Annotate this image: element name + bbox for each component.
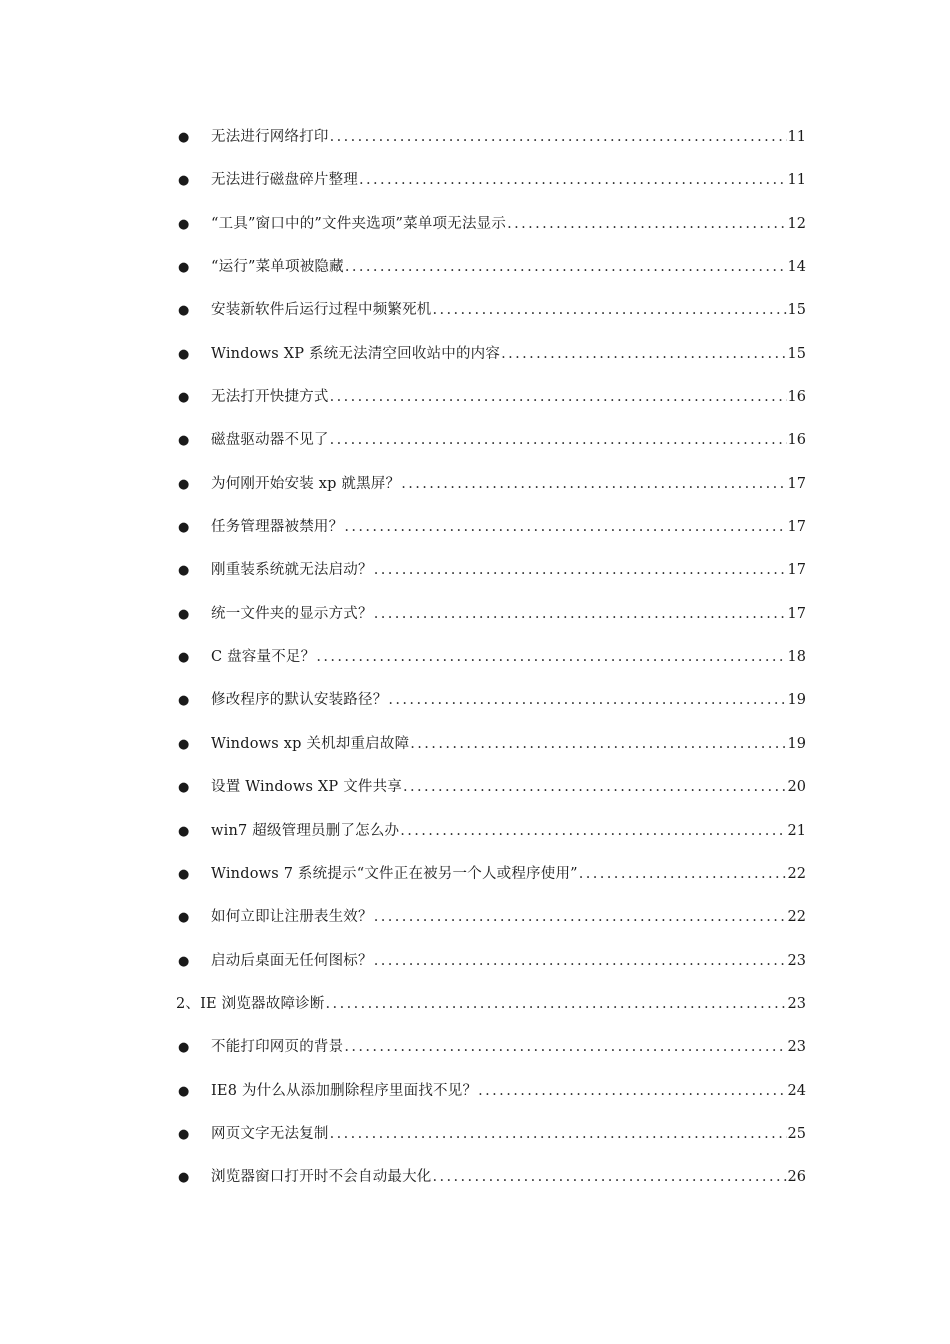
toc-entry-title: 启动后桌面无任何图标？ <box>211 952 373 969</box>
toc-entry[interactable] <box>176 853 806 896</box>
toc-page-number: 15 <box>787 345 806 362</box>
toc-page-number: 12 <box>787 215 806 232</box>
toc-entry[interactable] <box>176 1070 806 1113</box>
bullet-icon: ● <box>178 130 190 145</box>
toc-page-number: 19 <box>787 692 806 709</box>
toc-entry[interactable] <box>176 116 806 159</box>
dot-leader <box>326 983 787 1026</box>
dot-leader <box>345 246 787 289</box>
bullet-icon: ● <box>178 650 190 666</box>
dot-leader <box>344 1026 786 1069</box>
toc-page-number: 23 <box>787 952 806 969</box>
toc-entry-title: 无法打开快捷方式 <box>211 389 329 406</box>
dot-leader <box>403 766 787 809</box>
toc-entry-title: C 盘容量不足？ <box>211 649 316 666</box>
toc-entry-title: 无法进行磁盘碎片整理 <box>211 172 358 189</box>
bullet-icon: ● <box>178 1083 190 1099</box>
toc-entry-title: 安装新软件后运行过程中频繁死机 <box>211 302 432 319</box>
toc-page-number: 21 <box>787 822 806 839</box>
toc-page-number: 11 <box>787 129 806 145</box>
toc-page-number: 15 <box>787 302 806 319</box>
toc-entry-title: “工具”窗口中的”文件夹选项”菜单项无法显示 <box>211 215 507 232</box>
bullet-icon: ● <box>178 1170 190 1186</box>
dot-leader <box>344 506 786 549</box>
bullet-icon: ● <box>178 953 190 969</box>
dot-leader <box>330 376 787 419</box>
bullet-icon: ● <box>178 520 190 536</box>
toc-entry[interactable] <box>176 376 806 419</box>
dot-leader <box>374 896 787 939</box>
bullet-icon: ● <box>178 260 190 276</box>
toc-entry-title: 如何立即让注册表生效？ <box>211 909 373 926</box>
dot-leader <box>501 333 786 376</box>
toc-entry-title: 统一文件夹的显示方式？ <box>211 605 373 622</box>
bullet-icon: ● <box>178 866 190 882</box>
toc-page-number: 26 <box>787 1169 806 1186</box>
bullet-icon: ● <box>178 563 190 579</box>
toc-page-number: 25 <box>787 1125 806 1142</box>
toc-entry[interactable] <box>176 679 806 722</box>
toc-entry[interactable] <box>176 1156 806 1199</box>
toc-entry[interactable] <box>176 766 806 809</box>
toc-page-number: 22 <box>787 909 806 926</box>
toc-entry-title: Windows XP 系统无法清空回收站中的内容 <box>211 345 501 362</box>
toc-entry-title: 任务管理器被禁用？ <box>211 519 344 536</box>
bullet-icon: ● <box>178 303 190 319</box>
toc-page-number: 18 <box>787 649 806 666</box>
dot-leader <box>401 463 786 506</box>
bullet-icon: ● <box>178 693 190 709</box>
toc-entry[interactable] <box>176 246 806 289</box>
toc-entry-title: 磁盘驱动器不见了 <box>211 432 329 449</box>
toc-entry-title: 无法进行网络打印 <box>211 129 329 145</box>
toc-entry[interactable] <box>176 1113 806 1156</box>
toc-entry-title: 不能打印网页的背景 <box>211 1039 344 1056</box>
dot-leader <box>579 853 787 896</box>
toc-entry-title: 2、IE 浏览器故障诊断 <box>176 995 325 1012</box>
bullet-icon: ● <box>178 346 190 362</box>
dot-leader <box>374 593 787 636</box>
bullet-icon: ● <box>178 823 190 839</box>
toc-page-number: 17 <box>787 475 806 492</box>
dot-leader <box>433 1156 787 1199</box>
toc-entry[interactable] <box>176 506 806 549</box>
toc-page-number: 22 <box>787 865 806 882</box>
dot-leader <box>316 636 786 679</box>
dot-leader <box>433 289 787 332</box>
toc-entry-title: 网页文字无法复制 <box>211 1125 329 1142</box>
bullet-icon: ● <box>178 173 190 189</box>
toc-entry-title: IE8 为什么从添加删除程序里面找不见？ <box>211 1082 478 1099</box>
toc-entry[interactable] <box>176 593 806 636</box>
toc-page-number: 23 <box>787 995 806 1012</box>
dot-leader <box>374 549 787 592</box>
toc-page-number: 17 <box>787 562 806 579</box>
toc-entry[interactable] <box>176 896 806 939</box>
dot-leader <box>330 419 787 462</box>
bullet-icon: ● <box>178 910 190 926</box>
bullet-icon: ● <box>178 736 190 752</box>
toc-entry[interactable] <box>176 549 806 592</box>
toc-page-number: 17 <box>787 605 806 622</box>
toc-entry-title: Windows 7 系统提示“文件正在被另一个人或程序使用” <box>211 865 578 882</box>
bullet-icon: ● <box>178 216 190 232</box>
bullet-icon: ● <box>178 1126 190 1142</box>
toc-page-number: 17 <box>787 519 806 536</box>
dot-leader <box>507 203 786 246</box>
toc-entry[interactable] <box>176 289 806 332</box>
toc-page-number: 14 <box>787 259 806 276</box>
toc-entry-title: “运行”菜单项被隐藏 <box>211 259 344 276</box>
toc-entry[interactable] <box>176 940 806 983</box>
dot-leader <box>330 116 787 159</box>
toc-page-number: 23 <box>787 1039 806 1056</box>
toc-page-number: 16 <box>787 432 806 449</box>
toc-entry[interactable] <box>176 333 806 376</box>
dot-leader <box>400 810 786 853</box>
toc-entry[interactable] <box>176 159 806 202</box>
dot-leader <box>359 159 787 202</box>
bullet-icon: ● <box>178 1040 190 1056</box>
bullet-icon: ● <box>178 433 190 449</box>
toc-page-number: 16 <box>787 389 806 406</box>
toc-entry[interactable] <box>176 463 806 506</box>
toc-entry[interactable] <box>176 723 806 766</box>
dot-leader <box>410 723 786 766</box>
toc-entry-title: 修改程序的默认安装路径？ <box>211 692 388 709</box>
toc-entry[interactable] <box>176 810 806 853</box>
toc-entry-title: win7 超级管理员删了怎么办 <box>211 822 400 839</box>
toc-entry[interactable] <box>176 636 806 679</box>
toc-entry-title: 刚重装系统就无法启动？ <box>211 562 373 579</box>
toc-entry-title: 浏览器窗口打开时不会自动最大化 <box>211 1169 432 1186</box>
toc-entry-title: Windows xp 关机却重启故障 <box>211 735 410 752</box>
bullet-icon: ● <box>178 390 190 406</box>
toc-entry-title: 为何刚开始安装 xp 就黑屏？ <box>211 475 401 492</box>
toc-page-number: 20 <box>787 779 806 796</box>
toc-entry-title: 设置 Windows XP 文件共享 <box>211 779 402 796</box>
bullet-icon: ● <box>178 476 190 492</box>
toc-page-number: 11 <box>787 172 806 189</box>
toc-page-number: 19 <box>787 735 806 752</box>
toc-entry[interactable] <box>176 203 806 246</box>
dot-leader <box>388 679 786 722</box>
toc-entry[interactable] <box>176 419 806 462</box>
bullet-icon: ● <box>178 780 190 796</box>
table-of-contents <box>176 116 806 1200</box>
dot-leader <box>478 1070 786 1113</box>
toc-entry[interactable] <box>176 1026 806 1069</box>
dot-leader <box>374 940 787 983</box>
toc-section-heading[interactable] <box>176 983 806 1026</box>
toc-page-number: 24 <box>787 1082 806 1099</box>
bullet-icon: ● <box>178 606 190 622</box>
dot-leader <box>330 1113 787 1156</box>
